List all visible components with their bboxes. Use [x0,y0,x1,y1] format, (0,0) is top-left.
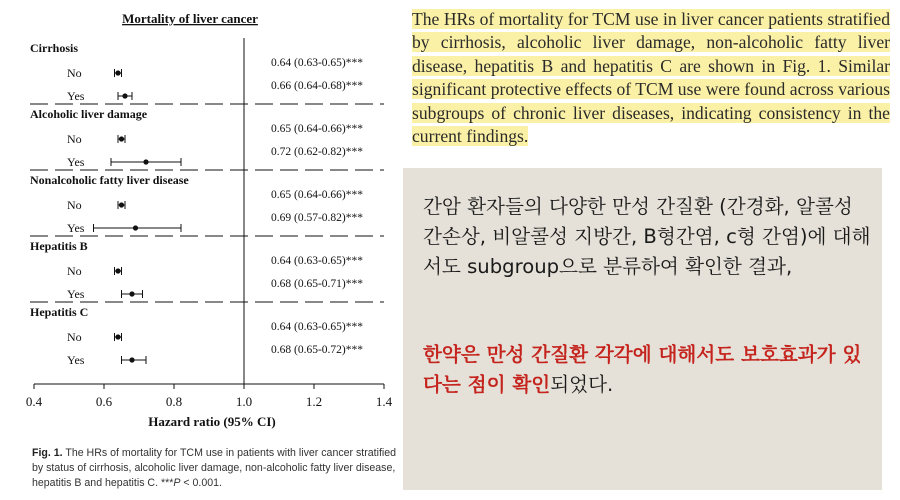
hr-point [119,202,124,207]
x-axis-label: Hazard ratio (95% CI) [148,414,276,429]
hr-value-label: 0.64 (0.63-0.65)*** [271,321,363,333]
hr-value-label: 0.68 (0.65-0.71)*** [271,278,363,290]
row-label: Yes [67,89,85,103]
x-tick-label: 0.8 [165,394,183,409]
p-text: < 0.001. [180,477,222,489]
hr-value-label: 0.64 (0.63-0.65)*** [271,57,363,69]
hr-point [115,70,120,75]
row-label: No [67,198,82,212]
row-label: Yes [67,221,85,235]
figure-caption [32,446,402,491]
hr-point [115,334,120,339]
row-label: No [67,132,82,146]
row-label: Yes [67,287,85,301]
figure-caption-text: The HRs of mortality for TCM use in patients with liver cancer stratified by status of cirrhosis, alcoholic liver damage, non-alcoholic fatty liver disease, hepatitis B and hepatitis C. *** [32,447,397,489]
hr-value-label: 0.72 (0.62-0.82)*** [271,146,363,158]
x-tick-label: 1.4 [375,394,393,409]
hr-point [115,268,120,273]
annotation-text: 간암 환자들의 다양한 만성 간질환 (간경화, 알콜성 간손상, 비알콜성 지방간, B형간염, c형 간염)에 대해서도 subgroup으로 분류하여 확인한 결과, [423,195,871,278]
annotation-highlight: 한약은 만성 간질환 각각에 대해서도 보호효과가 있다는 점이 확인 [423,343,862,396]
paper-excerpt [412,8,890,148]
row-label: Yes [67,353,85,367]
chart-title: Mortality of liver cancer [122,11,258,26]
p-symbol: P [173,477,181,489]
group-label: Cirrhosis [30,41,78,55]
hr-value-label: 0.66 (0.64-0.68)*** [271,80,363,92]
group-label: Hepatitis C [30,305,89,319]
hr-value-label: 0.64 (0.63-0.65)*** [271,255,363,267]
x-tick-label: 1.2 [305,394,323,409]
annotation-box [403,168,882,490]
hr-value-label: 0.68 (0.65-0.72)*** [271,344,363,356]
hr-point [129,291,134,296]
annotation-tail: 되었다. [550,373,614,396]
group-label: Nonalcoholic fatty liver disease [30,173,189,187]
figure-caption-label: Fig. 1. [32,447,63,459]
hr-point [129,357,134,362]
hr-point [119,136,124,141]
hr-point [122,93,127,98]
hr-value-label: 0.65 (0.64-0.66)*** [271,189,363,201]
group-label: Alcoholic liver damage [30,107,148,121]
row-label: No [67,66,82,80]
x-tick-label: 0.6 [95,394,113,409]
excerpt-text: The HRs of mortality for TCM use in liver cancer patients stratified by cirrhosis, alcoholic liver damage, non-alcoholic fatty liver disease, hepatitis B and hepatitis C are shown in Fig. 1. Similar significant protective effects of TCM use were found across various subgroups of chronic liver diseases, indicating consistency in the current findings. [412,9,890,147]
hr-point [133,225,138,230]
row-label: Yes [67,155,85,169]
x-tick-label: 1.0 [235,394,253,409]
group-label: Hepatitis B [30,239,88,253]
hr-value-label: 0.69 (0.57-0.82)*** [271,212,363,224]
row-label: No [67,264,82,278]
row-label: No [67,330,82,344]
hr-value-label: 0.65 (0.64-0.66)*** [271,123,363,135]
x-tick-label: 0.4 [25,394,43,409]
forest-plot [0,0,402,440]
annotation-conclusion [423,340,873,400]
hr-point [143,159,148,164]
